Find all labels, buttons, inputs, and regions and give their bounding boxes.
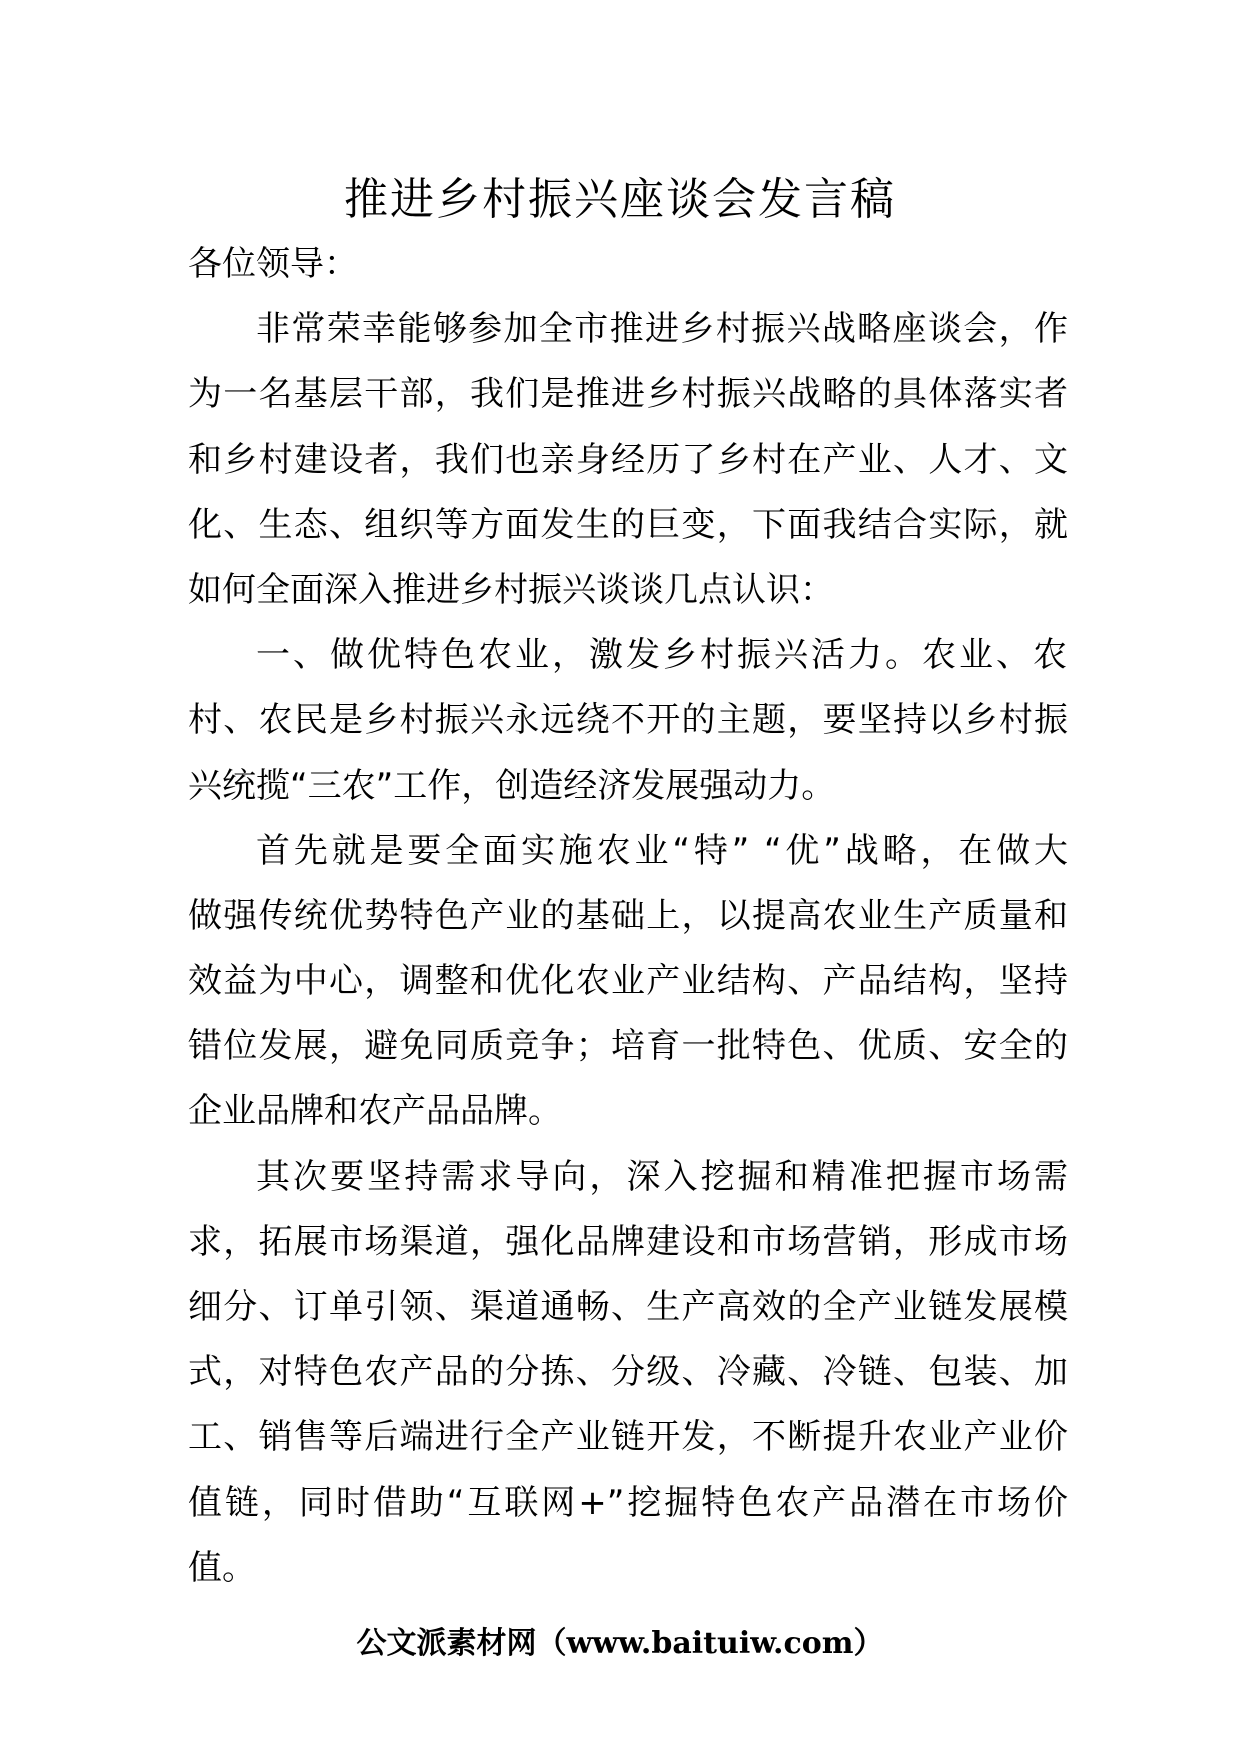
section-heading-line: 一、做优特色农业，激发乡村振兴活力。农业、农 xyxy=(256,635,1070,676)
paragraph-1-line: 和乡村建设者，我们也亲身经历了乡村在产业、人才、文 xyxy=(188,439,1068,480)
footer-source: 公文派素材网（www.baituiw.com） xyxy=(356,1626,884,1661)
paragraph-1-line: 为一名基层干部，我们是推进乡村振兴战略的具体落实者 xyxy=(188,374,1068,415)
paragraph-4-line: 细分、订单引领、渠道通畅、生产高效的全产业链发展模 xyxy=(188,1287,1068,1327)
paragraph-2-line: 村、农民是乡村振兴永远绕不开的主题，要坚持以乡村振 xyxy=(188,700,1068,741)
paragraph-1-line: 化、生态、组织等方面发生的巨变，下面我结合实际，就 xyxy=(188,504,1068,545)
salutation: 各位领导： xyxy=(188,244,358,284)
paragraph-2-line: 兴统揽“三农”工作，创造经济发展强动力。 xyxy=(188,765,836,806)
paragraph-3-line: 企业品牌和农产品品牌。 xyxy=(188,1091,562,1132)
paragraph-4-line: 其次要坚持需求导向，深入挖掘和精准把握市场需 xyxy=(256,1156,1068,1197)
paragraph-4-line: 工、销售等后端进行全产业链开发，不断提升农业产业价 xyxy=(188,1417,1068,1458)
paragraph-1-line: 如何全面深入推进乡村振兴谈谈几点认识： xyxy=(188,569,834,610)
paragraph-3-line: 首先就是要全面实施农业“特” “优”战略，在做大 xyxy=(256,830,1068,871)
paragraph-4-line: 式，对特色农产品的分拣、分级、冷藏、冷链、包装、加 xyxy=(188,1352,1068,1393)
paragraph-4-line: 求，拓展市场渠道，强化品牌建设和市场营销，形成市场 xyxy=(188,1221,1068,1262)
document-body xyxy=(188,232,1068,1601)
paragraph-1-line: 非常荣幸能够参加全市推进乡村振兴战略座谈会，作 xyxy=(256,309,1068,350)
paragraph-4-line: 值。 xyxy=(188,1547,256,1588)
paragraph-3-line: 错位发展，避免同质竞争；培育一批特色、优质、安全的 xyxy=(188,1026,1068,1067)
paragraph-3-line: 做强传统优势特色产业的基础上，以提高农业生产质量和 xyxy=(188,895,1068,936)
document-title: 推进乡村振兴座谈会发言稿 xyxy=(344,174,896,225)
paragraph-3-line: 效益为中心，调整和优化农业产业结构、产品结构，坚持 xyxy=(188,961,1068,1002)
paragraph-4-line: 值链，同时借助“互联网+”挖掘特色农产品潜在市场价 xyxy=(188,1482,1068,1523)
